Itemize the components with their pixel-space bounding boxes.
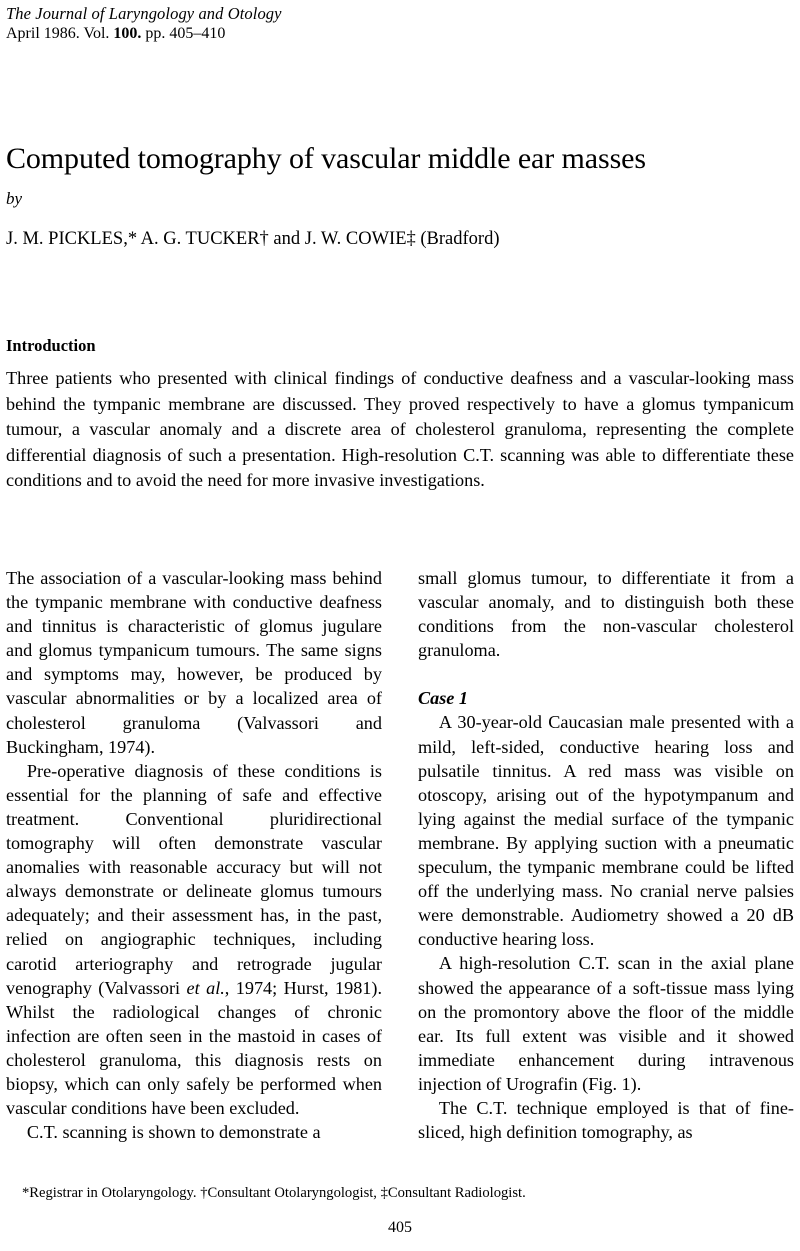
- author-list: J. M. PICKLES,* A. G. TUCKER† and J. W. COWIE‡ (Bradford): [6, 229, 500, 249]
- page-number: 405: [388, 1219, 412, 1236]
- paragraph: C.T. scanning is shown to demonstrate a: [26, 1122, 321, 1143]
- abstract-text: Three patients who presented with clinical findings of conductive deafness and a vascular-looking mass behind the tympanic membrane are discussed. They proved respectively to have a glomus tympanicum tumour, a vascular anomaly and a discrete area of cholesterol granuloma, representing the complete differential diagnosis of such a presentation. High-resolution C.T. scanning was able to differentiate these conditions and to avoid the need for more invasive investigations.: [6, 368, 794, 491]
- column-right: [418, 566, 794, 1144]
- footnote: *Registrar in Otolaryngology. †Consultant Otolaryngologist, ‡Consultant Radiologist.: [22, 1185, 526, 1201]
- column-left: [6, 566, 382, 1144]
- by-label: by: [6, 189, 23, 208]
- page-title: Computed tomography of vascular middle ear masses: [6, 142, 646, 175]
- abstract-block: [6, 336, 794, 494]
- body-columns: [6, 566, 794, 1166]
- running-head: [6, 4, 606, 44]
- title-block: [6, 140, 706, 251]
- volume-number: 100.: [113, 25, 142, 42]
- issue-prefix: April 1986. Vol.: [6, 25, 114, 42]
- paragraph-part: , 1974; Hurst, 1981). Whilst the radiological changes of chronic infection are often seen in the mastoid in cases of cholesterol granuloma, this diagnosis rests on biopsy, which can only safely be performed when vascular conditions have been excluded.: [6, 977, 382, 1119]
- citation-et-al: et al.: [186, 977, 225, 998]
- paragraph-part: Pre-operative diagnosis of these conditions is essential for the planning of safe and effective treatment. Conventional pluridirectional tomography will often demonstrate vascular anomalies with reasonable accuracy but will not always demonstrate or delineate glomus tumours adequately; and their assessment has, in the past, relied on angiographic techniques, including carotid arteriography and retrograde jugular venography (Valvassori: [6, 760, 382, 998]
- paragraph: small glomus tumour, to differentiate it from a vascular anomaly, and to distinguish both these conditions from the non-vascular cholesterol granuloma.: [418, 568, 794, 661]
- issue-pages: pp. 405–410: [141, 25, 226, 42]
- paragraph: A 30-year-old Caucasian male presented with a mild, left-sided, conductive hearing loss and pulsatile tinnitus. A red mass was visible on otoscopy, arising out of the hypotympanum and lying against the medial surface of the tympanic membrane. By applying suction with a pneumatic speculum, the tympanic membrane could be lifted off the underlying mass. No cranial nerve palsies were demonstrable. Audiometry showed a 20 dB conductive hearing loss.: [418, 712, 794, 950]
- paragraph: A high-resolution C.T. scan in the axial plane showed the appearance of a soft-tissue mass lying on the promontory above the floor of the middle ear. Its full extent was visible and it showed immediate enhancement during intravenous injection of Urografin (Fig. 1).: [418, 953, 794, 1094]
- section-heading-introduction: Introduction: [6, 336, 96, 355]
- journal-title: The Journal of Laryngology and Otology: [6, 4, 282, 23]
- journal-issue-line: [6, 24, 606, 44]
- paragraph: The C.T. technique employed is that of fine-sliced, high definition tomography, as: [418, 1097, 794, 1143]
- paragraph: [6, 759, 382, 1120]
- paragraph: The association of a vascular-looking mass behind the tympanic membrane with conductive deafness and tinnitus is characteristic of glomus jugulare and glomus tympanicum tumours. The same signs and symptoms may, however, be produced by vascular abnormalities or by a localized area of cholesterol granuloma (Valvassori and Buckingham, 1974).: [6, 568, 382, 757]
- case-heading: Case 1: [418, 688, 469, 709]
